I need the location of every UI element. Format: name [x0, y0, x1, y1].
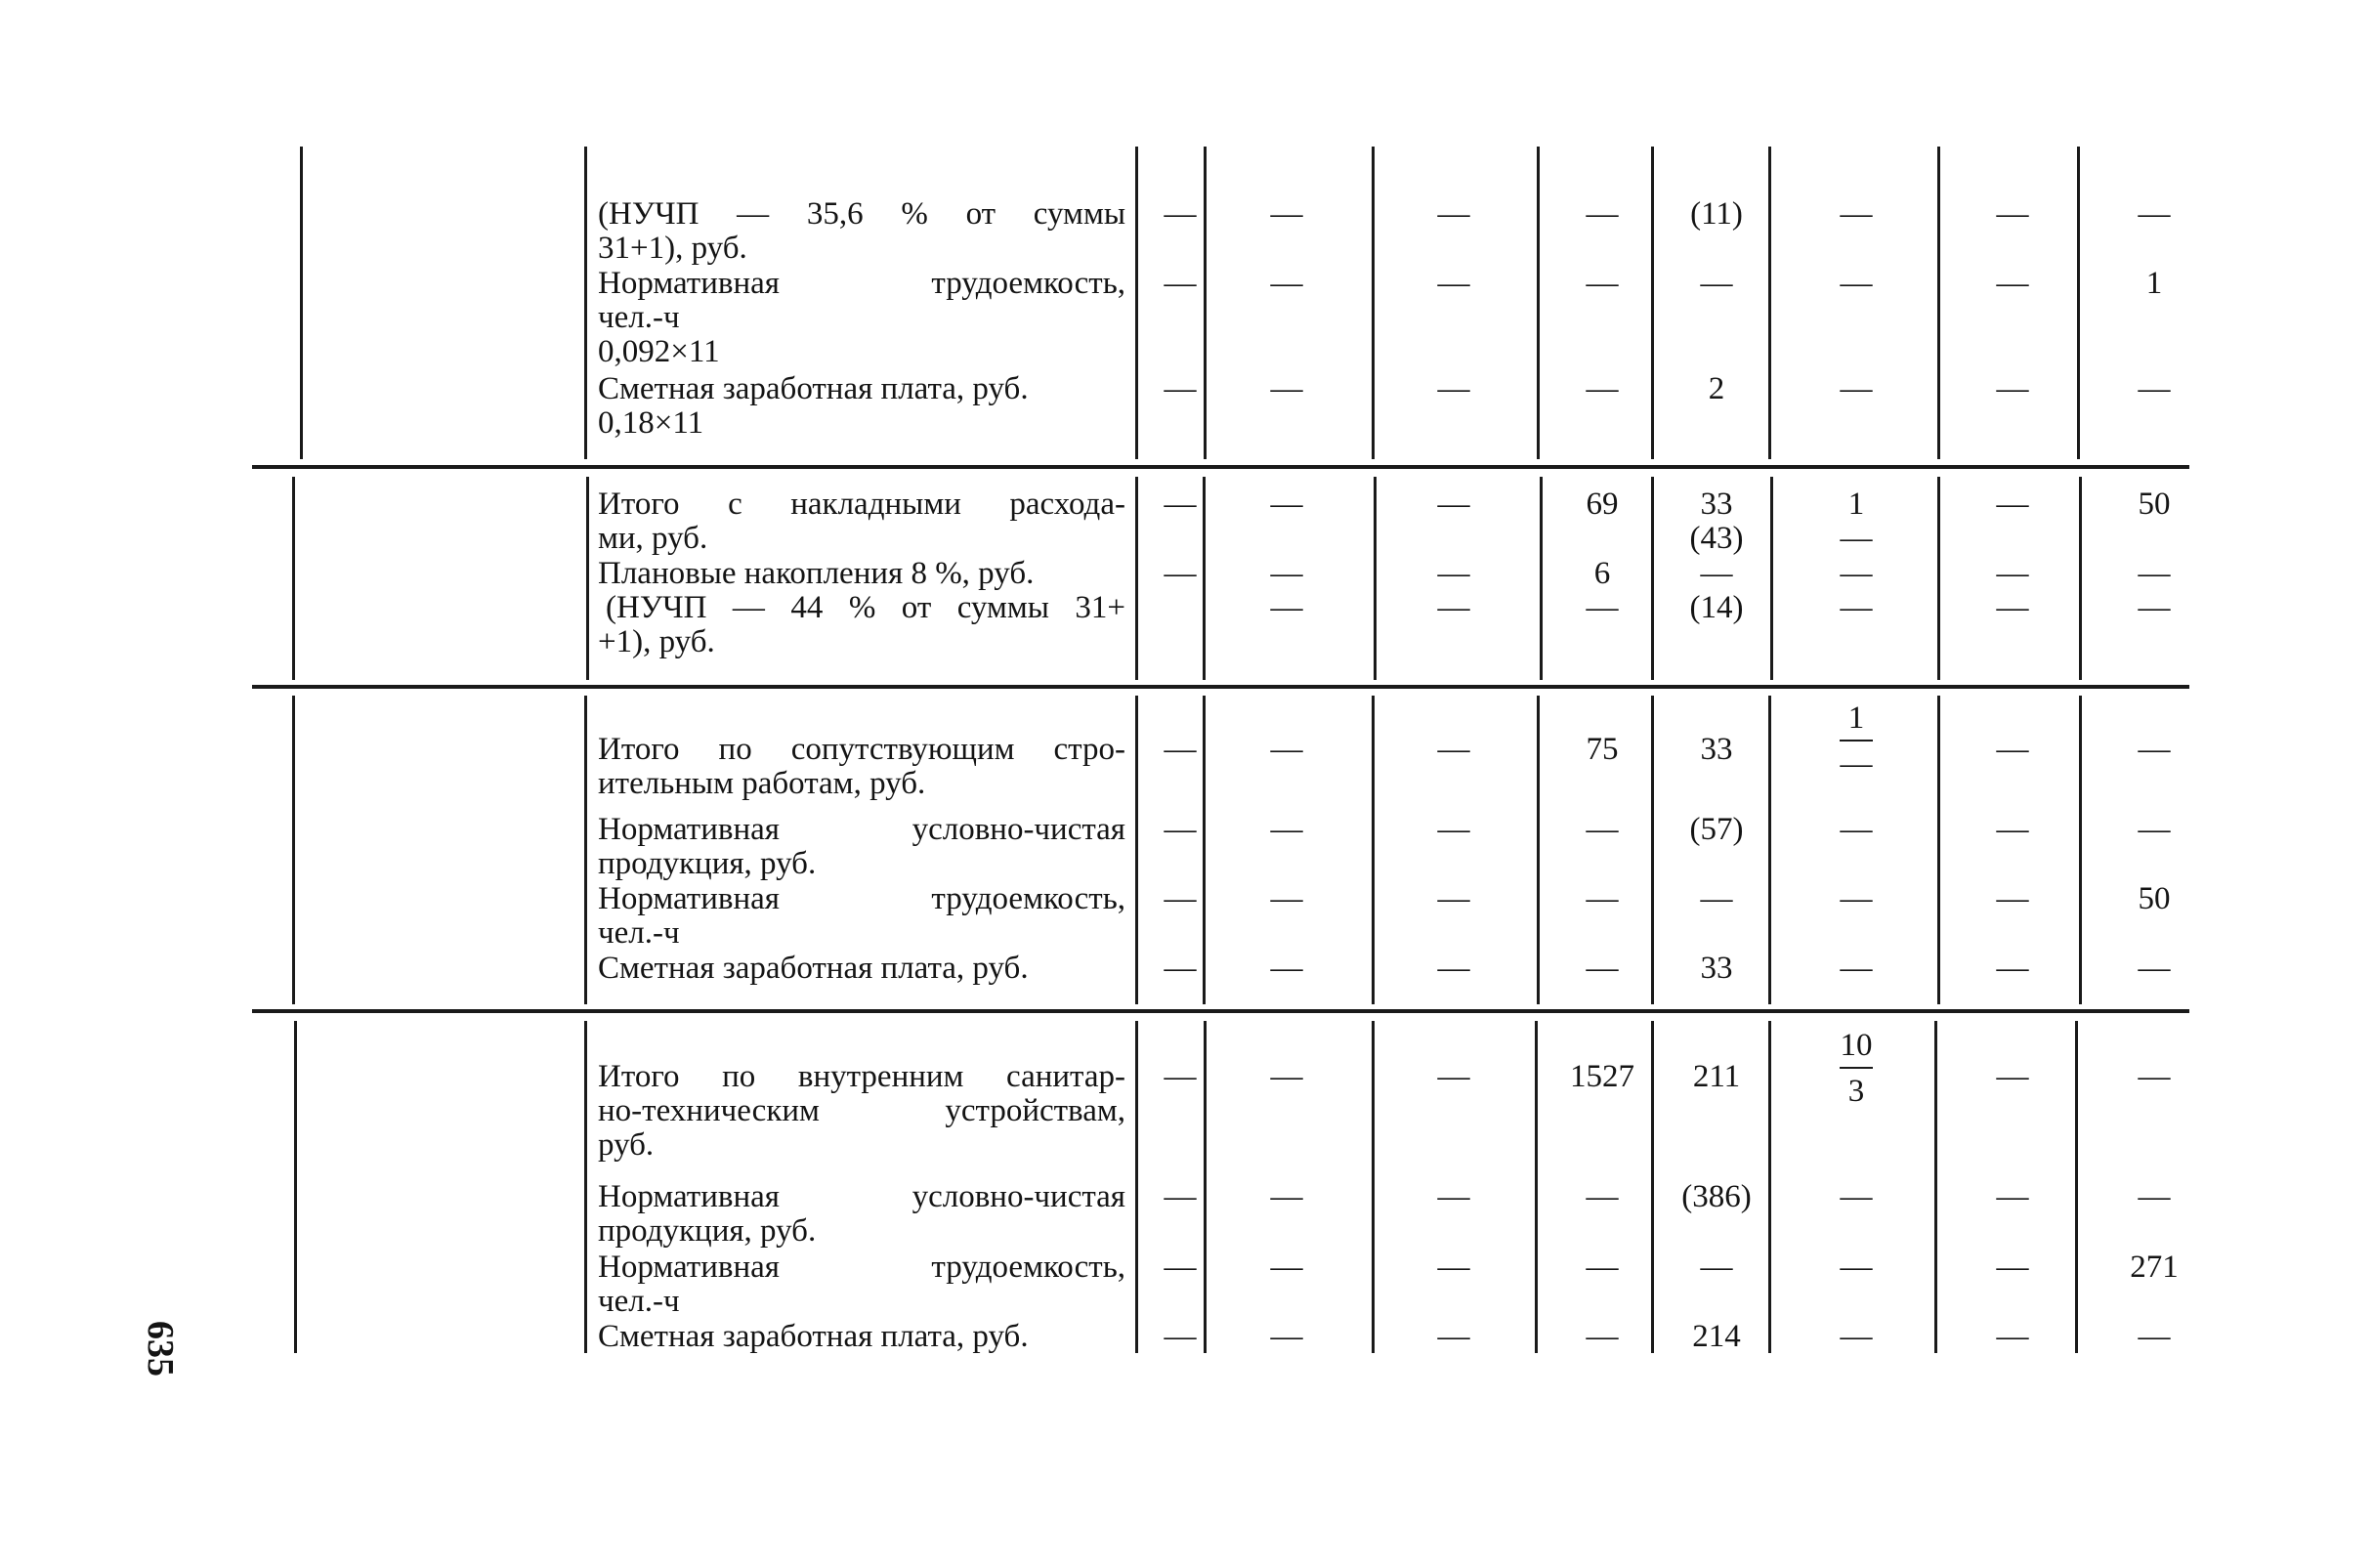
description-line: 0,18×11	[598, 405, 704, 441]
description-line: 31+1), руб.	[598, 231, 747, 266]
description-line: ми, руб.	[598, 521, 708, 556]
description-line: продукция, руб.	[598, 1213, 817, 1249]
column-rule	[2079, 477, 2082, 680]
value-cell: 1527	[1570, 1059, 1634, 1094]
value-cell: —	[2138, 951, 2171, 986]
description-line: Итого с накладными расхода-	[598, 487, 1125, 522]
value-cell: —	[1270, 1179, 1303, 1214]
description-line: Нормативная трудоемкость,	[598, 881, 1125, 916]
value-cell: —	[1586, 812, 1619, 847]
value-cell: —	[1437, 1319, 1470, 1354]
row-description	[598, 1060, 1125, 1163]
row-description	[598, 267, 1125, 369]
fraction-cell	[1802, 1029, 1910, 1109]
column-rule	[1768, 1021, 1771, 1353]
column-rule	[1135, 696, 1138, 1004]
value-cell: —	[2138, 371, 2171, 406]
column-rule	[1537, 696, 1540, 1004]
value-cell: —	[1996, 1059, 2029, 1094]
value-cell: —	[1437, 1179, 1470, 1214]
column-rule	[1374, 477, 1377, 680]
column-rule	[292, 477, 295, 680]
description-line: чел.-ч	[598, 915, 680, 951]
value-cell: —	[1996, 196, 2029, 232]
column-rule	[1937, 477, 1940, 680]
column-rule	[1535, 1021, 1538, 1353]
fraction-bar	[1840, 1067, 1873, 1069]
value-cell: —	[1437, 196, 1470, 232]
value-cell: 50	[2138, 881, 2171, 916]
row-description	[598, 557, 1125, 591]
value-cell: 33	[1700, 732, 1733, 767]
value-cell: —	[1437, 371, 1470, 406]
value-cell: 33	[1700, 487, 1733, 522]
description-line: Итого по внутренним санитар-	[598, 1059, 1125, 1094]
value-cell: —	[1586, 590, 1619, 625]
column-rule	[2079, 696, 2082, 1004]
value-cell: —	[1996, 1319, 2029, 1354]
section-divider	[252, 1009, 2189, 1013]
row-description	[598, 197, 1125, 266]
description-line: (НУЧП — 35,6 % от суммы	[598, 196, 1125, 232]
value-cell: —	[1164, 881, 1197, 916]
value-cell: (386)	[1681, 1179, 1752, 1214]
value-cell: 50	[2138, 487, 2171, 522]
value-cell: —	[1164, 266, 1197, 301]
column-rule	[1540, 477, 1543, 680]
description-line: руб.	[598, 1127, 655, 1163]
value-cell: —	[2138, 196, 2171, 232]
value-cell: —	[1840, 881, 1873, 916]
value-cell: —	[1700, 266, 1733, 301]
description-line: Нормативная условно-чистая	[598, 812, 1125, 847]
value-cell: —	[1270, 196, 1303, 232]
value-cell: —	[1437, 1250, 1470, 1285]
value-cell: —	[1164, 1250, 1197, 1285]
value-cell: —	[1996, 951, 2029, 986]
value-cell: (14)	[1689, 590, 1744, 625]
value-cell: —	[1437, 266, 1470, 301]
value-cell: —	[1164, 196, 1197, 232]
description-line: Нормативная условно-чистая	[598, 1179, 1125, 1214]
value-cell: —	[1270, 951, 1303, 986]
value-cell: —	[1996, 732, 2029, 767]
column-rule	[1651, 147, 1654, 459]
column-rule	[1204, 147, 1207, 459]
value-cell: —	[1164, 732, 1197, 767]
column-rule	[1937, 696, 1940, 1004]
value-cell: (43)	[1689, 521, 1744, 556]
column-rule	[1135, 147, 1138, 459]
fraction-denominator: —	[1840, 746, 1873, 782]
value-cell: —	[1270, 1059, 1303, 1094]
column-rule	[1372, 1021, 1375, 1353]
description-line: чел.-ч	[598, 1284, 680, 1319]
value-cell: —	[1270, 881, 1303, 916]
value-cell: —	[1996, 590, 2029, 625]
value-cell: —	[1586, 196, 1619, 232]
description-line: Сметная заработная плата, руб.	[598, 951, 1029, 986]
value-cell: —	[1164, 371, 1197, 406]
value-cell: —	[1840, 951, 1873, 986]
value-cell: —	[1164, 487, 1197, 522]
row-description	[598, 590, 1125, 659]
description-line: Сметная заработная плата, руб.	[598, 1319, 1029, 1354]
column-rule	[1770, 477, 1773, 680]
description-line: 0,092×11	[598, 334, 720, 369]
value-cell: —	[1996, 1179, 2029, 1214]
value-cell: —	[1840, 1179, 1873, 1214]
value-cell: —	[2138, 732, 2171, 767]
value-cell: —	[1700, 1250, 1733, 1285]
value-cell: —	[1586, 1179, 1619, 1214]
value-cell: —	[1270, 1319, 1303, 1354]
fraction-numerator: 10	[1840, 1028, 1873, 1063]
column-rule	[584, 696, 587, 1004]
description-line: продукция, руб.	[598, 846, 817, 881]
value-cell: —	[1996, 371, 2029, 406]
value-cell: —	[2138, 1319, 2171, 1354]
value-cell: 211	[1692, 1059, 1741, 1094]
value-cell: 33	[1700, 951, 1733, 986]
column-rule	[1537, 147, 1540, 459]
value-cell: —	[1270, 590, 1303, 625]
value-cell: —	[1840, 266, 1873, 301]
description-line: чел.-ч	[598, 300, 680, 335]
value-cell: 1	[1847, 487, 1865, 522]
description-line: Нормативная трудоемкость,	[598, 1250, 1125, 1285]
section-divider	[252, 465, 2189, 469]
description-line: Плановые накопления 8 %, руб.	[598, 556, 1035, 591]
value-cell: —	[1996, 266, 2029, 301]
value-cell: —	[1437, 1059, 1470, 1094]
value-cell: —	[1700, 556, 1733, 591]
column-rule	[2077, 147, 2080, 459]
column-rule	[1768, 696, 1771, 1004]
value-cell: —	[1586, 266, 1619, 301]
column-rule	[1135, 1021, 1138, 1353]
column-rule	[1937, 147, 1940, 459]
value-cell: —	[1270, 556, 1303, 591]
value-cell: —	[1437, 812, 1470, 847]
column-rule	[300, 147, 303, 459]
value-cell: (11)	[1690, 196, 1743, 232]
description-line: +1), руб.	[598, 624, 715, 659]
value-cell: —	[2138, 1179, 2171, 1214]
value-cell: —	[1164, 1179, 1197, 1214]
value-cell: —	[1840, 521, 1873, 556]
value-cell: —	[1164, 951, 1197, 986]
value-cell: —	[1437, 487, 1470, 522]
value-cell: 6	[1593, 556, 1611, 591]
value-cell: —	[1586, 951, 1619, 986]
column-rule	[584, 1021, 587, 1353]
value-cell: —	[1164, 1059, 1197, 1094]
value-cell: 75	[1586, 732, 1619, 767]
value-cell: —	[1840, 1319, 1873, 1354]
column-rule	[1934, 1021, 1937, 1353]
value-cell: —	[1270, 371, 1303, 406]
description-line: Сметная заработная плата, руб.	[598, 371, 1029, 406]
value-cell: —	[1437, 556, 1470, 591]
value-cell: —	[1586, 1319, 1619, 1354]
description-line: но-техническим устройствам,	[598, 1093, 1125, 1128]
value-cell: —	[1840, 371, 1873, 406]
value-cell: 69	[1586, 487, 1619, 522]
description-line: (НУЧП — 44 % от суммы 31+	[606, 590, 1125, 625]
row-description	[598, 372, 1125, 441]
row-description	[598, 882, 1125, 951]
value-cell: —	[1840, 1250, 1873, 1285]
fraction-bar	[1840, 740, 1873, 742]
value-cell: —	[1164, 556, 1197, 591]
fraction-numerator: 1	[1847, 700, 1865, 736]
value-cell: —	[1270, 1250, 1303, 1285]
value-cell: (57)	[1689, 812, 1744, 847]
fraction-denominator: 3	[1847, 1074, 1865, 1109]
row-description	[598, 1180, 1125, 1249]
value-cell: —	[2138, 1059, 2171, 1094]
value-cell: —	[1840, 196, 1873, 232]
value-cell: —	[1437, 881, 1470, 916]
value-cell: —	[2138, 812, 2171, 847]
fraction-cell	[1802, 701, 1910, 782]
column-rule	[1135, 477, 1138, 680]
value-cell: 2	[1708, 371, 1725, 406]
value-cell: —	[1270, 732, 1303, 767]
row-description	[598, 733, 1125, 801]
column-rule	[1768, 147, 1771, 459]
value-cell: —	[1586, 371, 1619, 406]
value-cell: —	[1270, 266, 1303, 301]
section-divider	[252, 685, 2189, 689]
row-description	[598, 487, 1125, 556]
row-description	[598, 1320, 1125, 1354]
column-rule	[1372, 147, 1375, 459]
column-rule	[584, 147, 587, 459]
column-rule	[294, 1021, 297, 1353]
value-cell: —	[1996, 487, 2029, 522]
value-cell: —	[1164, 812, 1197, 847]
value-cell: —	[1270, 812, 1303, 847]
column-rule	[1372, 696, 1375, 1004]
row-description	[598, 813, 1125, 881]
value-cell: —	[2138, 556, 2171, 591]
column-rule	[586, 477, 589, 680]
value-cell: —	[1586, 881, 1619, 916]
description-line: Нормативная трудоемкость,	[598, 266, 1125, 301]
value-cell: —	[1996, 1250, 2029, 1285]
column-rule	[2075, 1021, 2078, 1353]
value-cell: —	[1996, 812, 2029, 847]
value-cell: 214	[1692, 1319, 1741, 1354]
value-cell: —	[1840, 556, 1873, 591]
value-cell: —	[1840, 812, 1873, 847]
page-number: 635	[140, 1321, 181, 1377]
value-cell: —	[1840, 590, 1873, 625]
value-cell: —	[1437, 951, 1470, 986]
value-cell: —	[1996, 556, 2029, 591]
value-cell: 271	[2130, 1250, 2179, 1285]
value-cell: —	[1164, 1319, 1197, 1354]
description-line: ительным работам, руб.	[598, 766, 926, 801]
value-cell: —	[1437, 590, 1470, 625]
value-cell: —	[2138, 590, 2171, 625]
value-cell: —	[1437, 732, 1470, 767]
value-cell: 1	[2145, 266, 2163, 301]
row-description	[598, 952, 1125, 986]
row-description	[598, 1250, 1125, 1319]
value-cell: —	[1586, 1250, 1619, 1285]
description-line: Итого по сопутствующим стро-	[598, 732, 1125, 767]
value-cell: —	[1700, 881, 1733, 916]
value-cell: —	[1270, 487, 1303, 522]
value-cell: —	[1996, 881, 2029, 916]
column-rule	[292, 696, 295, 1004]
